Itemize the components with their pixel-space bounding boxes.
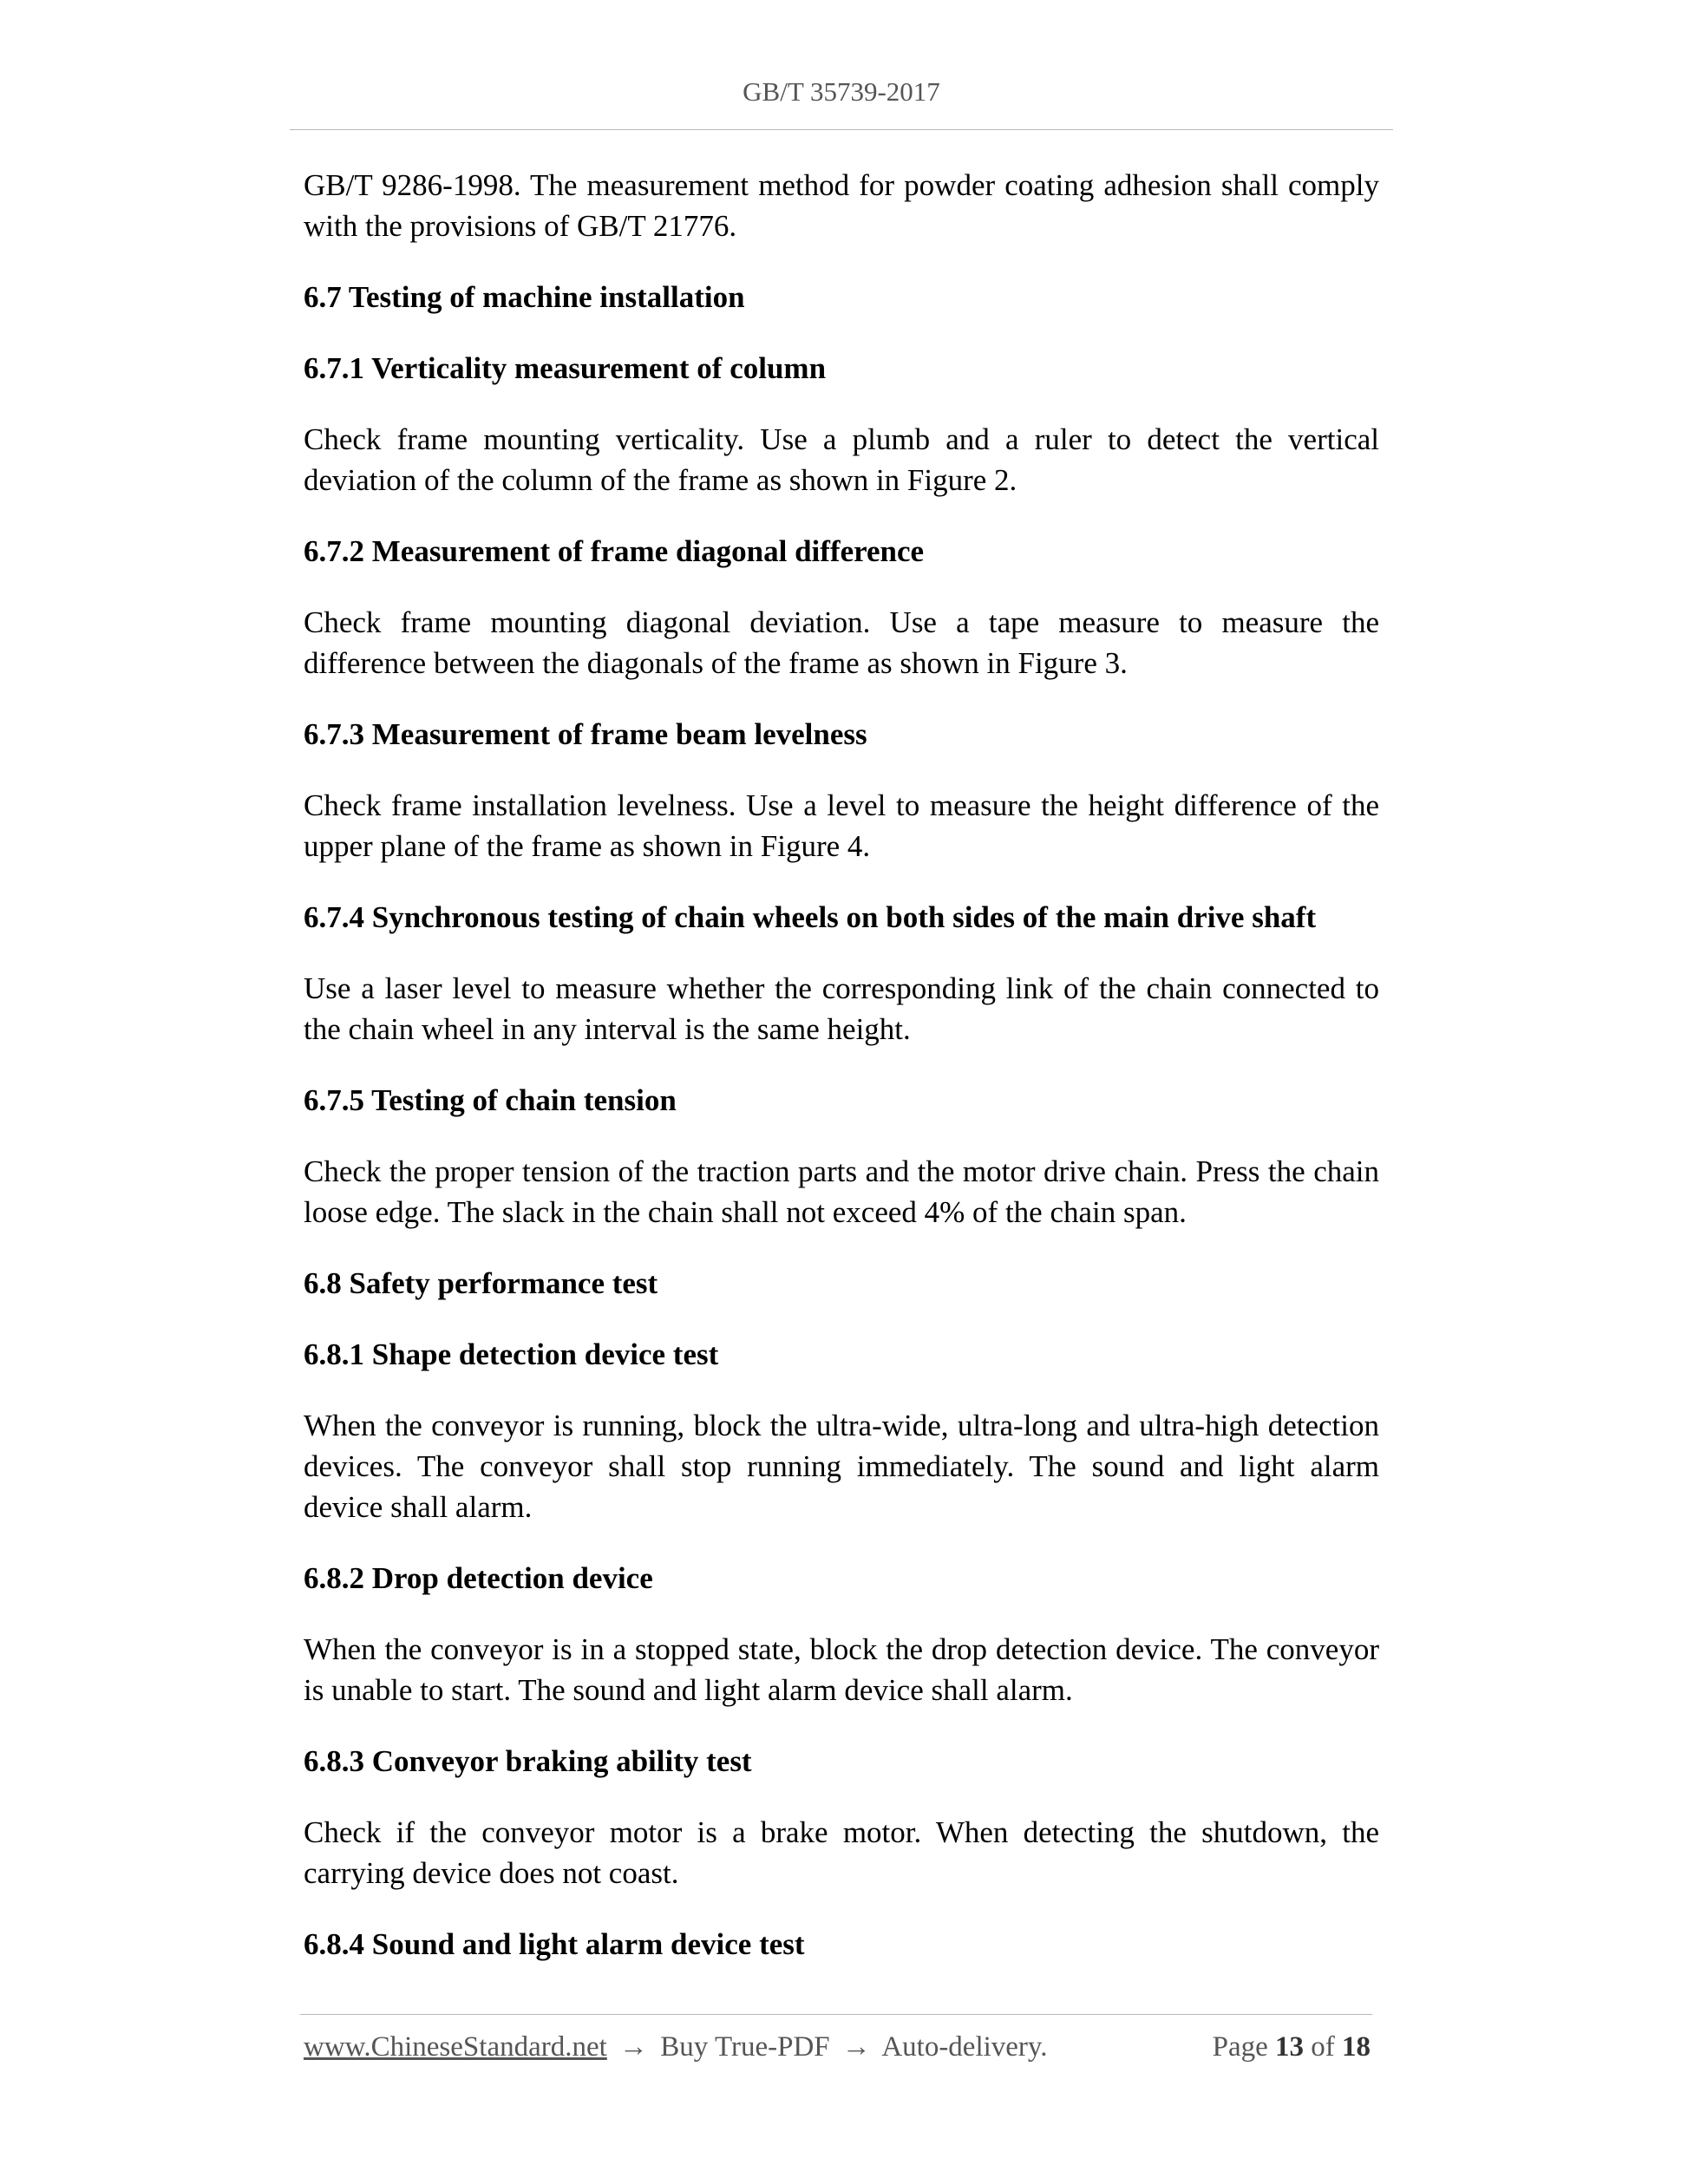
- heading-6-7-1: 6.7.1 Verticality measurement of column: [304, 351, 827, 385]
- chinese-standard-link[interactable]: www.ChineseStandard.net: [304, 2031, 607, 2063]
- heading-6-7-5: 6.7.5 Testing of chain tension: [304, 1083, 677, 1117]
- paragraph-6-8-1: When the conveyor is running, block the ultra-wide, ultra-long and ultra-high detection devices. The conveyor shall stop running immediately. The sound and light alarm device shall alarm.: [304, 1409, 1379, 1524]
- paragraph-6-7-5: Check the proper tension of the traction parts and the motor drive chain. Press the chain loose edge. The slack in the chain shall not exceed 4% of the chain span.: [304, 1154, 1379, 1229]
- buy-true-pdf-text: Buy True-PDF: [660, 2031, 830, 2063]
- arrow-right-icon: →: [841, 2031, 871, 2063]
- paragraph-adhesion-continuation: GB/T 9286-1998. The measurement method for powder coating adhesion shall comply with the provisions of GB/T 21776.: [304, 168, 1379, 243]
- heading-6-8-1: 6.8.1 Shape detection device test: [304, 1337, 719, 1371]
- heading-6-8-4: 6.8.4 Sound and light alarm device test: [304, 1927, 805, 1961]
- auto-delivery-text: Auto-delivery.: [881, 2031, 1048, 2063]
- heading-6-7-4: 6.7.4 Synchronous testing of chain wheels on both sides of the main drive shaft: [304, 900, 1317, 934]
- header-divider: [290, 129, 1393, 130]
- paragraph-6-8-3: Check if the conveyor motor is a brake motor. When detecting the shutdown, the carrying device does not coast.: [304, 1815, 1379, 1890]
- arrow-right-icon: →: [619, 2031, 649, 2063]
- paragraph-6-7-1: Check frame mounting verticality. Use a plumb and a ruler to detect the vertical deviation of the column of the frame as shown in Figure 2.: [304, 422, 1379, 497]
- current-page-number: 13: [1275, 2031, 1304, 2063]
- heading-6-7-3: 6.7.3 Measurement of frame beam levelness: [304, 717, 867, 751]
- heading-6-8-2: 6.8.2 Drop detection device: [304, 1561, 653, 1595]
- footer-divider: [300, 2014, 1372, 2015]
- heading-6-7: 6.7 Testing of machine installation: [304, 280, 745, 314]
- page-label: Page: [1212, 2031, 1268, 2063]
- paragraph-6-7-2: Check frame mounting diagonal deviation. Use a tape measure to measure the difference between the diagonals of the frame as shown in Figure 3.: [304, 605, 1379, 680]
- heading-6-7-2: 6.7.2 Measurement of frame diagonal difference: [304, 534, 925, 568]
- footer-promo: [304, 2031, 1048, 2063]
- page-indicator: [1213, 2031, 1371, 2063]
- paragraph-6-8-2: When the conveyor is in a stopped state, block the drop detection device. The conveyor is unable to start. The sound and light alarm device shall alarm.: [304, 1632, 1379, 1707]
- paragraph-6-7-3: Check frame installation levelness. Use a level to measure the height difference of the upper plane of the frame as shown in Figure 4.: [304, 788, 1379, 863]
- total-page-number: 18: [1342, 2031, 1371, 2063]
- heading-6-8-3: 6.8.3 Conveyor braking ability test: [304, 1744, 752, 1778]
- running-header: GB/T 35739-2017: [743, 76, 940, 107]
- paragraph-6-7-4: Use a laser level to measure whether the corresponding link of the chain connected to the chain wheel in any interval is the same height.: [304, 971, 1379, 1046]
- document-body: [304, 165, 1379, 1995]
- heading-6-8: 6.8 Safety performance test: [304, 1266, 658, 1300]
- of-label: of: [1311, 2031, 1335, 2063]
